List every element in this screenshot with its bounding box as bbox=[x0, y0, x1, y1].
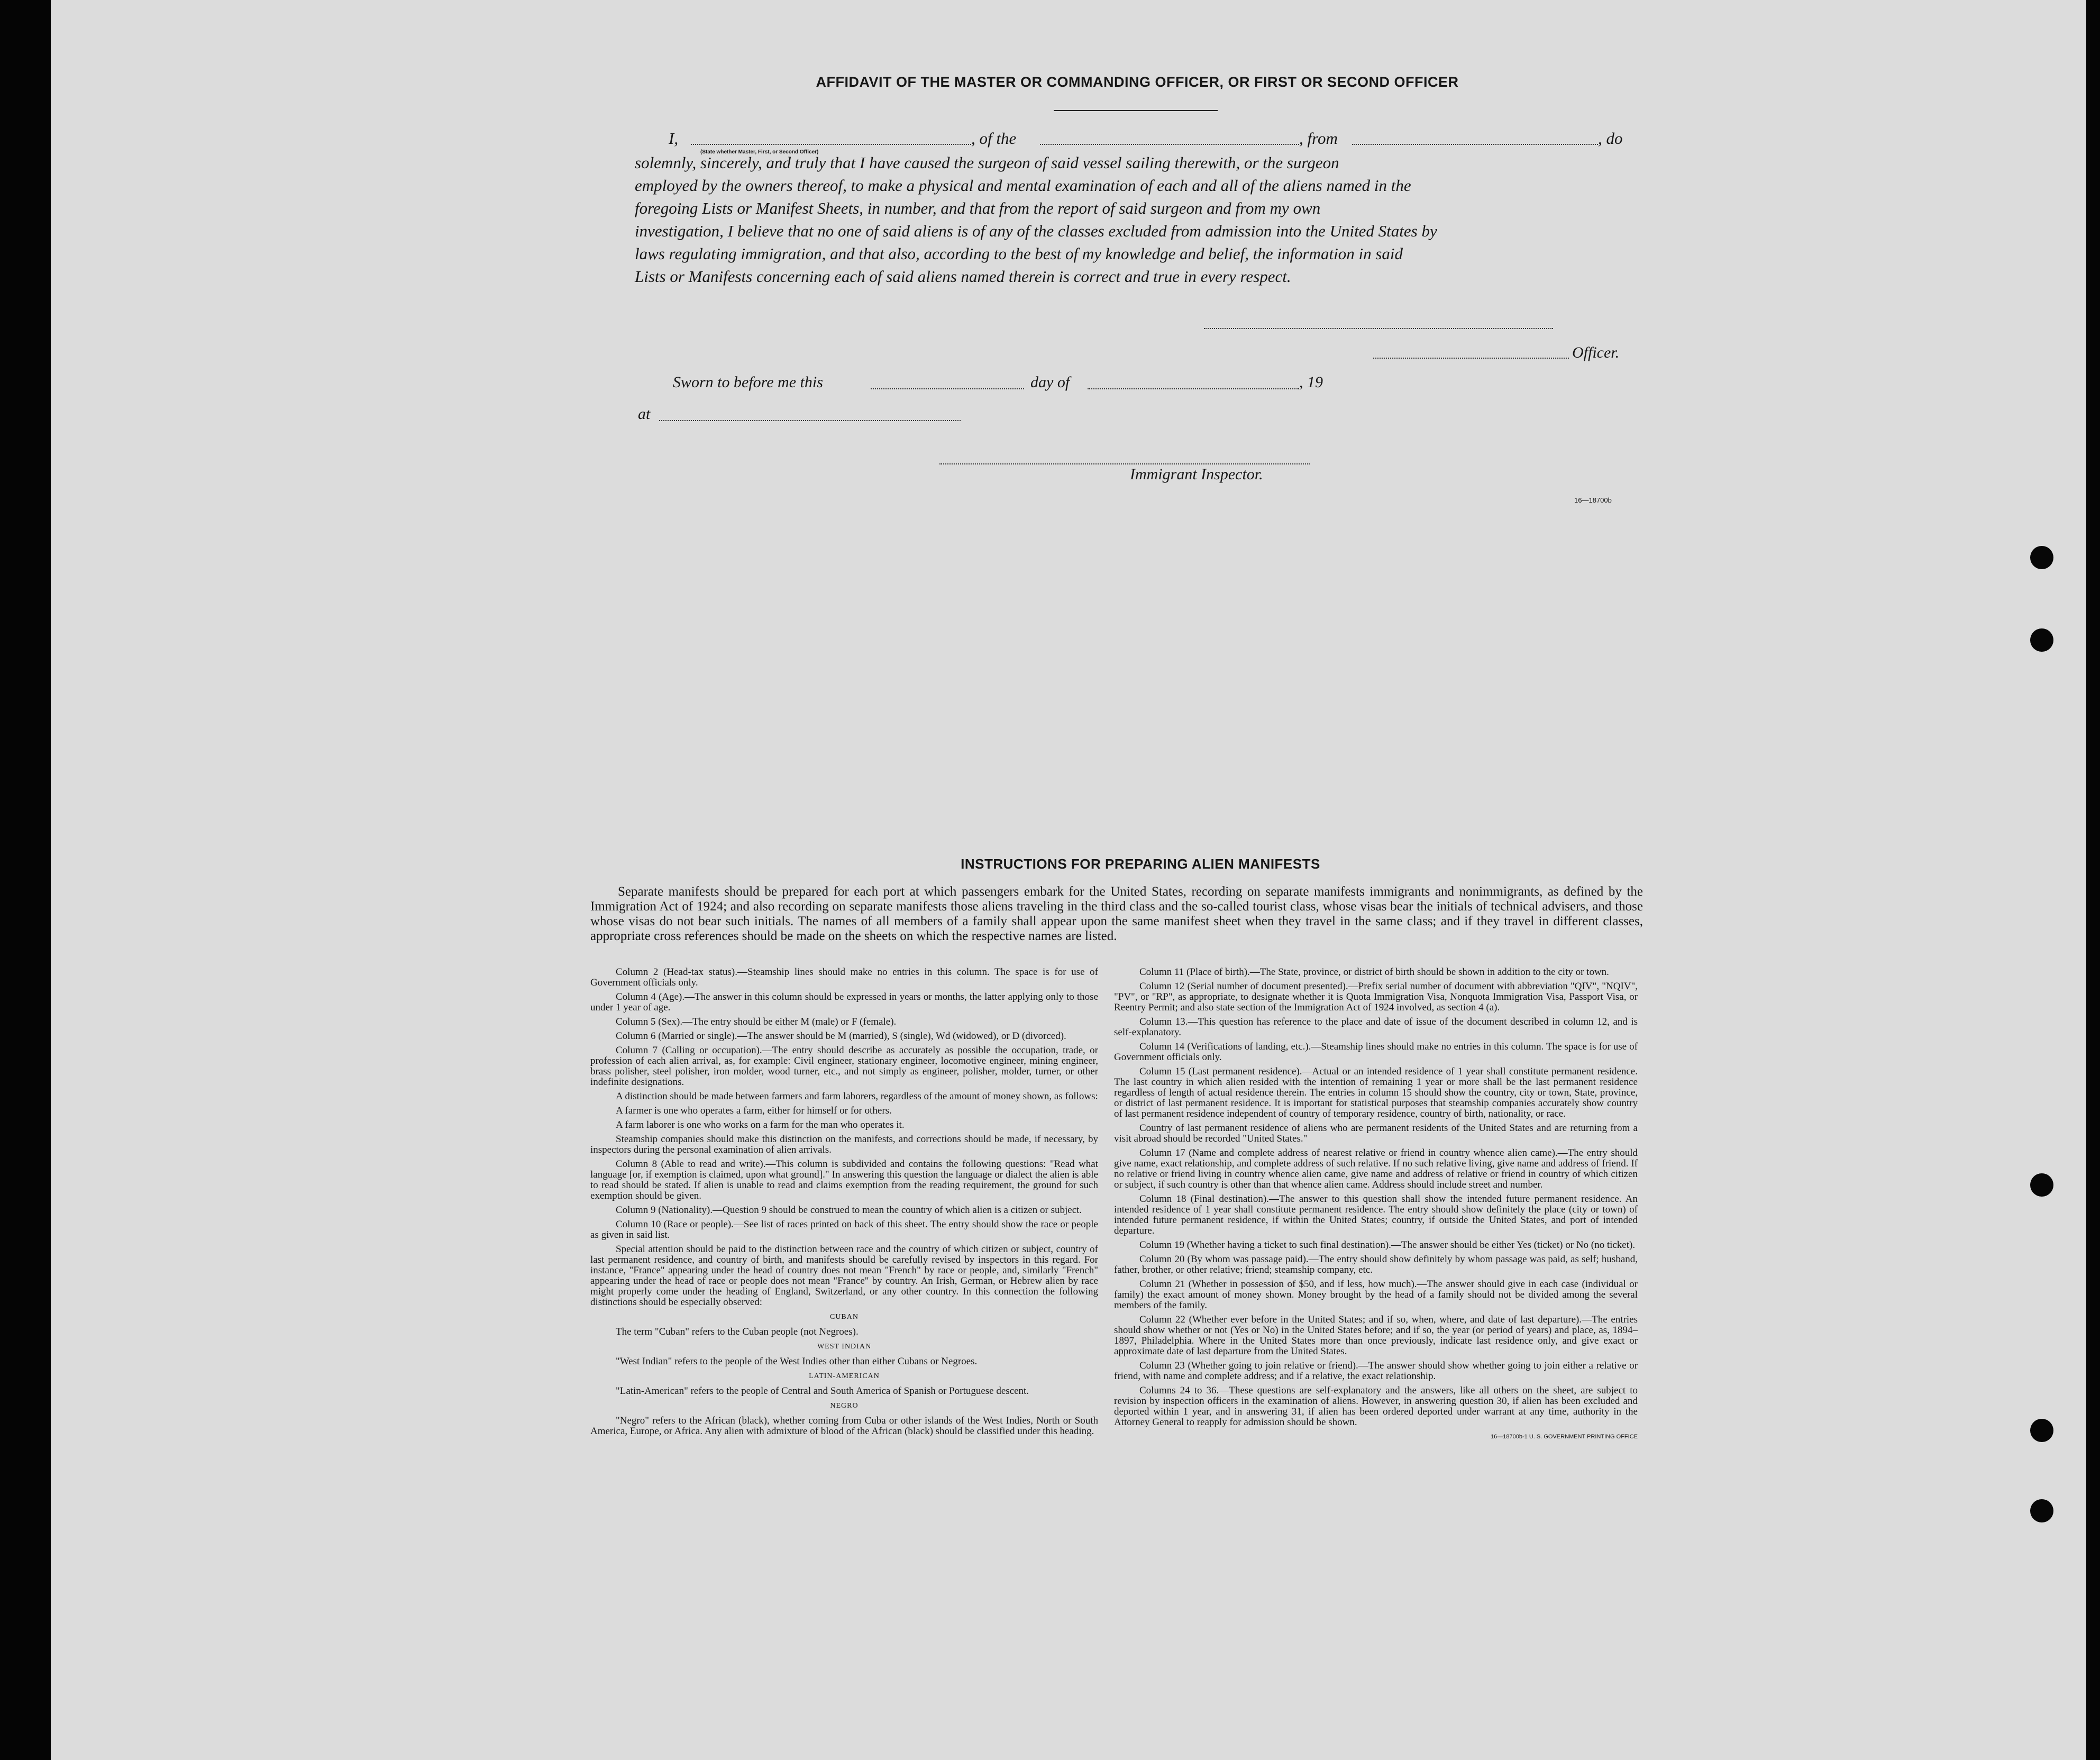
footer-form-number: 16—18700b-1 bbox=[1491, 1434, 1528, 1440]
punch-hole bbox=[2030, 546, 2053, 569]
cuban-definition: The term "Cuban" refers to the Cuban people (not Negroes). bbox=[616, 1326, 859, 1337]
instruction-paragraph: Columns 24 to 36.—These questions are self-explanatory and the answers, like all others on the sheet, are subject to revision by inspection officers in the examination of aliens. However, in answering question 30, if alien has been excluded and deported within 1 year, and in answering 31, if alien has been ordered deported under warrant at any time, authority in the Attorney General to reapply for admission should be shown. bbox=[1114, 1385, 1638, 1428]
title-underline bbox=[1054, 110, 1218, 111]
affidavit-line: solemnly, sincerely, and truly that I have caused the surgeon of said vessel sailing therewith, or the surgeon bbox=[635, 153, 1339, 172]
officer-rank-field[interactable] bbox=[691, 144, 971, 145]
instruction-paragraph: Column 9 (Nationality).—Question 9 should be construed to mean the country of which alien is a citizen or subject. bbox=[616, 1205, 1082, 1216]
instruction-paragraph: Column 4 (Age).—The answer in this column should be expressed in years or months, the latter applying only to those under 1 year of age. bbox=[590, 991, 1098, 1013]
officer-title-field[interactable] bbox=[1373, 358, 1569, 359]
officer-rank-note: (State whether Master, First, or Second Officer) bbox=[700, 149, 819, 155]
footer-imprint bbox=[1114, 1431, 1638, 1442]
affidavit-form-number: 16—18700b bbox=[1574, 496, 1612, 504]
instruction-paragraph: Special attention should be paid to the distinction between race and the country of which citizen or subject, country of last permanent residence, and country of birth, and manifests should be carefully revised by inspectors in this regard. For instance, "France" appearing under the head of country does not mean "French" by race or people, and, similarly "French" appearing under the head of race or people does not mean "France" by country. An Irish, German, or Hebrew alien by race might properly come under the heading of England, Switzerland, or any other country. In this connection the following distinctions should be especially observed: bbox=[590, 1244, 1098, 1308]
instruction-paragraph: A farmer is one who operates a farm, either for himself or for others. bbox=[616, 1105, 892, 1116]
punch-hole bbox=[2030, 1419, 2053, 1442]
instruction-paragraph: Steamship companies should make this distinction on the manifests, and corrections should be made, if necessary, by inspectors during the personal examination of alien arrivals. bbox=[590, 1134, 1098, 1155]
instruction-paragraph: Column 21 (Whether in possession of $50, and if less, how much).—The answer should give in each case (individual or family) the exact amount of money shown. Money brought by the head of a family should not be divided among the several members of the family. bbox=[1114, 1279, 1638, 1311]
instruction-paragraph: Country of last permanent residence of aliens who are permanent residents of the United States and are returning from a visit abroad should be recorded "United States." bbox=[1114, 1123, 1638, 1144]
instruction-paragraph: Column 17 (Name and complete address of nearest relative or friend in country whence alien came).—The entry should give name, exact relationship, and complete address of such relative. If no such relative living, give name and address of friend. If no relative or friend living in country whence alien came, give name and address of relative or friend in country of which citizen or subject, if such country is other than that whence alien came. Address should include street and number. bbox=[1114, 1147, 1638, 1190]
signature-line[interactable] bbox=[1204, 328, 1553, 329]
heading-west-indian: WEST INDIAN bbox=[817, 1343, 872, 1351]
affidavit-line: foregoing Lists or Manifest Sheets, in number, and that from the report of said surgeon and from my own bbox=[635, 199, 1321, 217]
instruction-paragraph: Column 8 (Able to read and write).—This column is subdivided and contains the following questions: "Read what language [or, if exemption is claimed, upon what ground]." In answering this question the language or dialect the alien is able to read should be stated. If alien is unable to read and claims exemption from the reading requirement, the ground for such exemption should be given. bbox=[590, 1159, 1098, 1201]
vessel-name-field[interactable] bbox=[1040, 144, 1299, 145]
west-indian-definition: "West Indian" refers to the people of the West Indies other than either Cubans or Negroes. bbox=[616, 1356, 978, 1367]
instruction-paragraph: Column 15 (Last permanent residence).—Actual or an intended residence of 1 year shall constitute permanent residence. The last country in which alien resided with the intention of remaining 1 year or more shall be the last permanent residence regardless of length of actual residence therein. The entries in column 15 should show the country, city or town, State, province, or district of last permanent residence. It is important for statistical purposes that steamship companies accurately show country of last permanent residence independent of country of temporary residence, country of birth, nationality, or race. bbox=[1114, 1066, 1638, 1119]
instructions-intro: Separate manifests should be prepared for each port at which passengers embark for the United States, recording on separate manifests immigrants and nonimmigrants, as defined by the Immigration Act of 1924; and also recording on separate manifests those aliens traveling in the third class and the so-called tourist class, whose visas bear the initials of technical advisers, and those whose visas do not bear such initials. The names of all members of a family shall appear upon the same manifest sheet when they travel in the same class; and if they travel in different classes, appropriate cross references should be made on the sheets on which the respective names are listed. bbox=[590, 884, 1643, 943]
from-label: , from bbox=[1299, 129, 1338, 148]
instruction-paragraph: Column 7 (Calling or occupation).—The entry should describe as accurately as possible the occupation, trade, or profession of each alien arrival, as, for example: Civil engineer, stationary engineer, locomotive engineer, mining engineer, brass polisher, steel polisher, iron molder, wood turner, etc., and not simply as engineer, polisher, molder, turner, or other indefinite designations. bbox=[590, 1045, 1098, 1088]
instruction-paragraph: Column 2 (Head-tax status).—Steamship lines should make no entries in this column. The space is for use of Government officials only. bbox=[590, 966, 1098, 988]
affidavit-line: laws regulating immigration, and that also, according to the best of my knowledge and belief, the information in said bbox=[635, 244, 1403, 263]
year-label: , 19 bbox=[1299, 373, 1323, 391]
instruction-paragraph: Column 18 (Final destination).—The answer to this question shall show the intended future permanent residence. An intended residence of 1 year shall constitute permanent residence. The entry should show definitely the place (city or town) of intended future permanent residence, if within the United States; country, if outside the United States, and port of intended departure. bbox=[1114, 1193, 1638, 1236]
affidavit-line: investigation, I believe that no one of said aliens is of any of the classes excluded from admission into the United States by bbox=[635, 222, 1437, 240]
instructions-title: INSTRUCTIONS FOR PREPARING ALIEN MANIFESTS bbox=[961, 856, 1320, 872]
instruction-paragraph: Column 5 (Sex).—The entry should be either M (male) or F (female). bbox=[616, 1016, 897, 1027]
sworn-label: Sworn to before me this bbox=[673, 373, 823, 391]
heading-negro: NEGRO bbox=[830, 1402, 859, 1410]
punch-hole bbox=[2030, 1499, 2053, 1522]
footer-printing-office: U. S. GOVERNMENT PRINTING OFFICE bbox=[1529, 1434, 1638, 1440]
negro-definition: "Negro" refers to the African (black), whether coming from Cuba or other islands of the West Indies, North or South America, Europe, or Africa. Any alien with admixture of blood of the African (black) should be classified under this heading. bbox=[590, 1415, 1098, 1437]
instruction-paragraph: Column 11 (Place of birth).—The State, province, or district of birth should be shown in addition to the city or town. bbox=[1139, 966, 1609, 978]
of-the-label: , of the bbox=[971, 129, 1017, 148]
port-from-field[interactable] bbox=[1352, 144, 1598, 145]
instruction-paragraph: Column 6 (Married or single).—The answer should be M (married), S (single), Wd (widowed), or D (divorced). bbox=[616, 1031, 1066, 1042]
at-label: at bbox=[638, 405, 651, 423]
affidavit-i-label: I, bbox=[669, 129, 679, 148]
instruction-paragraph: A distinction should be made between farmers and farm laborers, regardless of the amount of money shown, as follows: bbox=[616, 1091, 1098, 1102]
instruction-paragraph: Column 10 (Race or people).—See list of races printed on back of this sheet. The entry should show the race or people as given in said list. bbox=[590, 1219, 1098, 1241]
sworn-month-field[interactable] bbox=[1088, 388, 1299, 389]
instruction-paragraph: Column 22 (Whether ever before in the United States; and if so, when, where, and date of last departure).—The entries should show whether or not (Yes or No) in the United States before; and if so, the year (or period of years) and place, as, 1894–1897, Philadelphia. Where in the United States more than once previously, indicate last residence only, and give exact or approximate date of last departure from the United States. bbox=[1114, 1314, 1638, 1357]
latin-american-definition: "Latin-American" refers to the people of Central and South America of Spanish or Portuguese descent. bbox=[616, 1385, 1029, 1397]
instruction-paragraph: Column 12 (Serial number of document presented).—Prefix serial number of document with abbreviation "QIV", "NQIV", "PV", or "RP", as appropriate, to designate whether it is Quota Immigration Visa, Nonquota Immigration Visa, Passport Visa, or Reentry Permit; and also state section of the Immigration Act of 1924 involved, as section 4 (a). bbox=[1114, 981, 1638, 1013]
punch-hole bbox=[2030, 1173, 2053, 1197]
instruction-paragraph: Column 13.—This question has reference to the place and date of issue of the document described in column 12, and is self-explanatory. bbox=[1114, 1016, 1638, 1038]
punch-hole bbox=[2030, 628, 2053, 652]
sworn-day-field[interactable] bbox=[871, 388, 1024, 389]
affidavit-title: AFFIDAVIT OF THE MASTER OR COMMANDING OFFICER, OR FIRST OR SECOND OFFICER bbox=[816, 74, 1459, 90]
instruction-paragraph: Column 20 (By whom was passage paid).—The entry should show definitely by whom passage was paid, as self; husband, father, brother, or other relative; friend; steamship company, etc. bbox=[1114, 1254, 1638, 1275]
document-page bbox=[51, 0, 2086, 1760]
do-label: , do bbox=[1598, 129, 1623, 148]
at-location-field[interactable] bbox=[659, 420, 961, 421]
inspector-label: Immigrant Inspector. bbox=[1130, 466, 1263, 483]
instructions-left-column bbox=[590, 967, 1098, 1440]
heading-cuban: CUBAN bbox=[829, 1313, 859, 1321]
day-of-label: day of bbox=[1030, 373, 1070, 391]
affidavit-line: Lists or Manifests concerning each of said aliens named therein is correct and true in every respect. bbox=[635, 267, 1291, 286]
instructions-right-column bbox=[1114, 967, 1638, 1442]
heading-latin-american: LATIN-AMERICAN bbox=[809, 1372, 880, 1380]
officer-label: Officer. bbox=[1572, 344, 1620, 361]
instruction-paragraph: Column 14 (Verifications of landing, etc.).—Steamship lines should make no entries in this column. The space is for use of Government officials only. bbox=[1114, 1041, 1638, 1063]
instruction-paragraph: A farm laborer is one who works on a farm for the man who operates it. bbox=[616, 1119, 905, 1130]
instruction-paragraph: Column 19 (Whether having a ticket to such final destination).—The answer should be either Yes (ticket) or No (no ticket). bbox=[1139, 1239, 1636, 1251]
affidavit-line: employed by the owners thereof, to make a physical and mental examination of each and all of the aliens named in the bbox=[635, 176, 1411, 195]
instruction-paragraph: Column 23 (Whether going to join relative or friend).—The answer should show whether going to join either a relative or friend, with name and complete address; and if a relative, the exact relationship. bbox=[1114, 1360, 1638, 1382]
inspector-signature-line[interactable] bbox=[939, 463, 1310, 464]
